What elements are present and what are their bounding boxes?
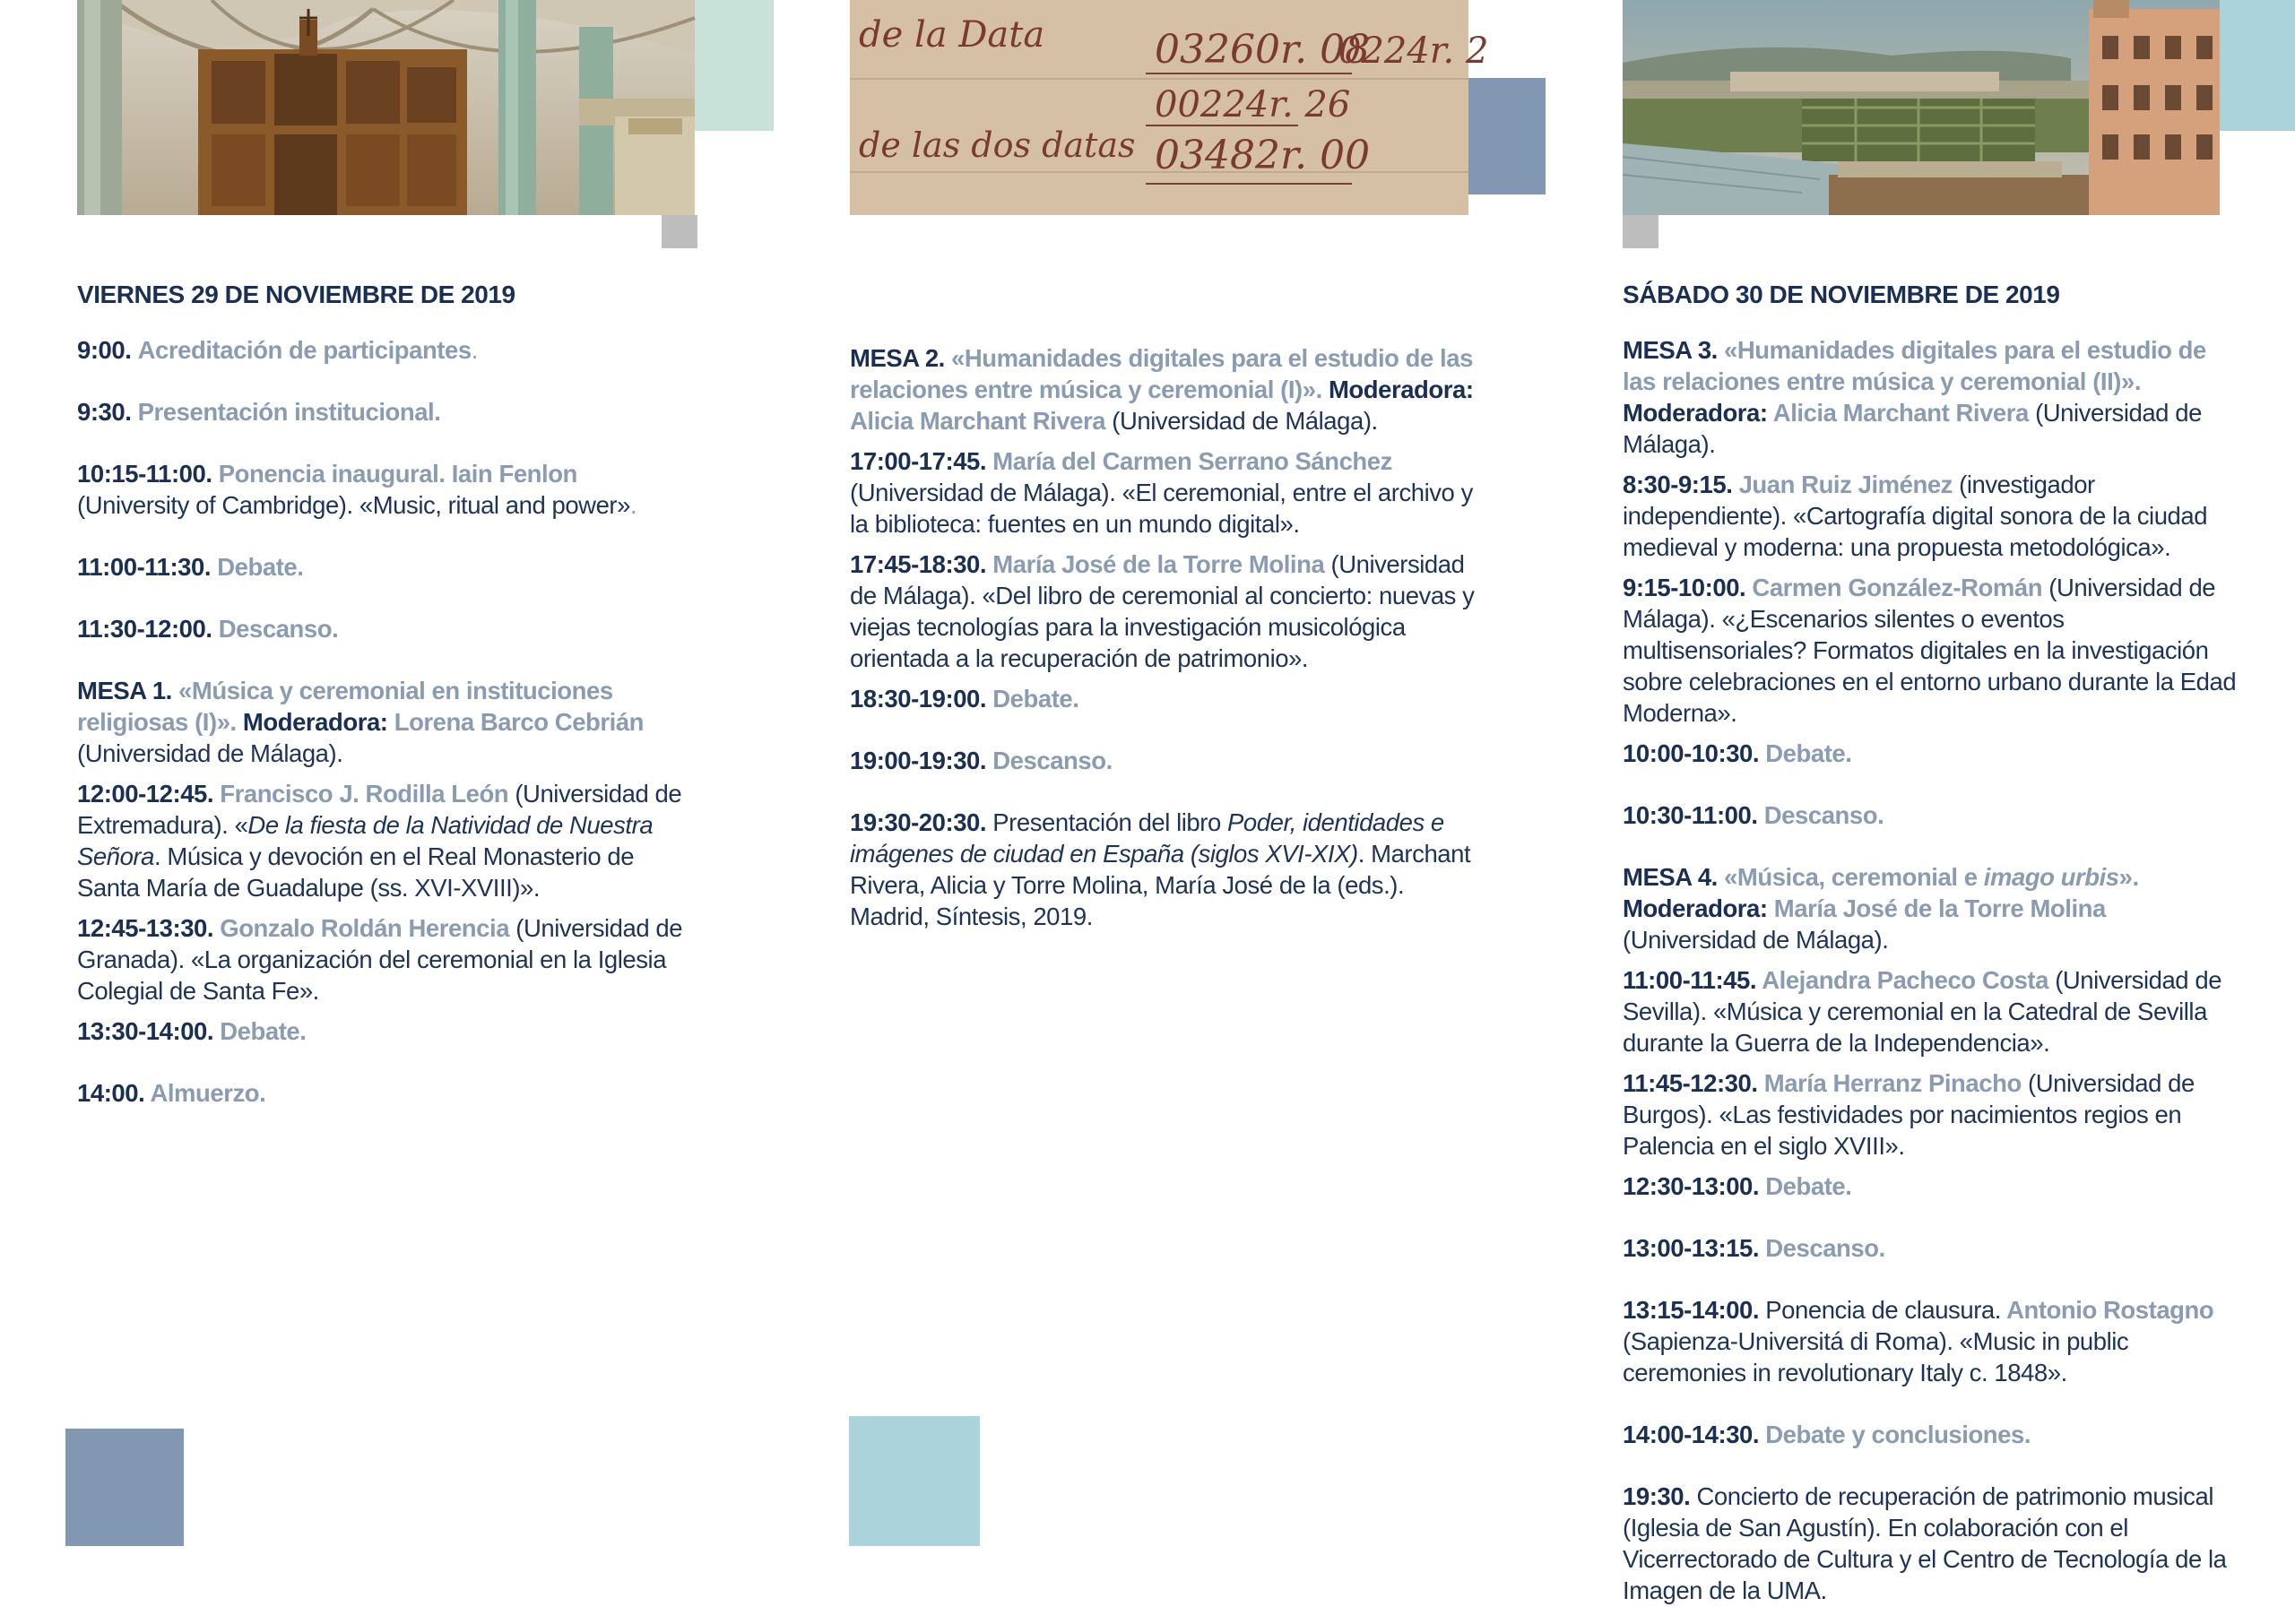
entry-text: Presentación del libro [986,808,1228,836]
schedule-entry [850,683,1477,714]
entry-text: (Universidad de Sevilla). «Música y ceremonial en la Catedral de Sevilla durante la Guerra de la Independencia». [1623,966,2222,1057]
session-title-italic: imago urbis [1983,863,2119,891]
entry-title: Debate y conclusiones. [1759,1421,2031,1448]
entry-time: 19:00-19:30. [850,747,987,774]
entry-time: 9:30. [77,398,132,426]
schedule-entry [77,912,696,1006]
entry-time: 9:15-10:00. [1623,574,1746,601]
entry-title: Acreditación de participantes [137,336,472,364]
entry-text: Concierto de recuperación de patrimonio musical (Iglesia de San Agustín). En colaboración con el Vicerrectorado de Cultura y el Centro de Tecnología de la Imagen de la UMA. [1623,1482,2227,1604]
day-heading: SÁBADO 30 DE NOVIEMBRE DE 2019 [1623,281,2060,308]
entry-text: (investigador independiente). «Cartografía digital sonora de la ciudad medieval y moderna: una propuesta metodológica». [1623,471,2208,561]
entry-title: Almuerzo. [144,1079,266,1107]
entry-time: 12:45-13:30. [77,914,214,942]
speaker-name: Gonzalo Roldán Herencia [213,914,510,942]
decor-square-blue [65,1429,184,1546]
manuscript-text: de las dos datas [859,125,1136,165]
entry-time: 14:00. [77,1079,145,1107]
entry-time: 13:30-14:00. [77,1017,214,1045]
schedule-entry [1623,1294,2241,1388]
schedule-entry [1623,964,2241,1058]
speaker-name: Francisco J. Rodilla León [213,780,509,808]
manuscript-text: 03260r. 08 [1155,27,1371,73]
entry-punct: . [471,336,478,364]
schedule-entry [1623,1170,2241,1202]
schedule-entry [850,549,1477,674]
entry-time: 10:30-11:00. [1623,801,1758,829]
book-title-italic: Poder, identidades e imágenes de ciudad en España (siglos XVI-XIX) [850,808,1444,868]
schedule-entry [1623,738,2241,769]
entry-text: . Música y devoción en el Real Monasterio de Santa María de Guadalupe (ss. XVI-XVIII)». [77,842,635,902]
schedule-column-friday [77,279,696,1109]
speaker-name: Carmen González-Román [1745,574,2043,601]
entry-title: Descanso. [218,615,339,643]
session-heading [1623,861,2241,955]
entry-time: 10:00-10:30. [1623,739,1760,767]
session-title: «Música, ceremonial e [1717,863,1984,891]
session-label: MESA 2. [850,344,945,372]
schedule-entry [850,807,1477,932]
entry-title: Descanso. [986,747,1113,774]
cloister-painting [77,0,695,215]
entry-title: Presentación institucional. [137,398,441,426]
entry-text: (University of Cambridge). «Music, ritual and power» [77,491,630,519]
schedule-entry [1623,469,2241,563]
moderator-label: Moderadora: [236,708,388,736]
speaker-name: María José de la Torre Molina [986,550,1325,578]
decor-square-blue [1468,78,1546,194]
entry-title: Descanso. [1759,1234,1885,1262]
manuscript-text: 00224r. 26 [1155,84,1351,125]
schedule-entry [1623,1232,2241,1264]
schedule-entry [1623,1419,2241,1450]
entry-time: 11:00-11:45. [1623,966,1757,994]
entry-time: 12:00-12:45. [77,780,214,808]
moderator-institution: (Universidad de Málaga). [77,739,343,767]
entry-time: 18:30-19:00. [850,685,987,713]
schedule-entry [77,613,696,644]
entry-time: 11:45-12:30. [1623,1069,1758,1097]
entry-text: (Sapienza-Universitá di Roma). «Music in public ceremonies in revolutionary Italy c. 1848». [1623,1327,2129,1386]
moderator-name: María José de la Torre Molina [1767,894,2106,922]
moderator-institution: (Universidad de Málaga). [1105,407,1378,435]
entry-title: Debate. [986,685,1079,713]
schedule-entry [1623,1067,2241,1162]
moderator-label: Moderadora: [1321,376,1474,403]
entry-time: 8:30-9:15. [1623,471,1733,498]
decor-square-teal [2220,0,2295,131]
speaker-name: Alejandra Pacheco Costa [1756,966,2048,994]
entry-time: 9:00. [77,336,132,364]
speaker-name: María Herranz Pinacho [1757,1069,2022,1097]
session-label: MESA 1. [77,677,172,704]
entry-time: 10:15-11:00. [77,460,212,488]
entry-text: Ponencia de clausura. [1759,1296,2001,1324]
schedule-entry [77,396,696,428]
schedule-entry [1623,799,2241,831]
city-garden-painting [1623,0,2220,215]
entry-time: 13:00-13:15. [1623,1234,1760,1262]
schedule-entry [77,1077,696,1109]
cloister-painting-image [77,0,695,215]
entry-time: 17:45-18:30. [850,550,987,578]
schedule-column-friday-afternoon [850,342,1477,932]
session-label: MESA 3. [1623,336,1718,364]
moderator-institution: (Universidad de Málaga). [1623,926,1889,954]
speaker-name: Antonio Rostagno [2000,1296,2214,1324]
schedule-entry [77,1015,696,1047]
entry-time: 11:30-12:00. [77,615,212,643]
moderator-label: Moderadora: [1623,894,1768,922]
schedule-entry [77,551,696,583]
session-title: ». [2118,863,2139,891]
decor-square-gray [662,215,697,248]
entry-time: 11:00-11:30. [77,553,212,581]
schedule-entry [77,778,696,903]
entry-punct: . [629,491,637,519]
manuscript-text: 03482r. 00 [1155,133,1371,178]
session-heading [1623,334,2241,460]
entry-time: 17:00-17:45. [850,447,987,475]
entry-text: . Marchant Rivera, Alicia y Torre Molina, María José de la (eds.). Madrid, Síntesis, 2019. [850,840,1471,930]
entry-text: (Universidad de Burgos). «Las festividades por nacimientos regios en Palencia en el siglo XVIII». [1623,1069,2195,1160]
session-title: «Humanidades digitales para el estudio de las relaciones entre música y ceremonial (II)». [1623,336,2206,395]
decor-square-mint [695,0,774,131]
manuscript [850,0,1489,215]
schedule-entry [850,745,1477,776]
entry-title-italic: De la fiesta de la Natividad de Nuestra Señora [77,811,654,870]
schedule-entry [1623,1481,2241,1606]
entry-text: (Universidad de Málaga). «¿Escenarios silentes o eventos multisensoriales? Formatos digitales en la investigación sobre celebraciones en el entorno urbano durante la Edad Moderna». [1623,574,2237,727]
session-title: «Humanidades digitales para el estudio de las relaciones entre música y ceremonial (I)». [850,344,1473,403]
decor-square-teal [849,1416,980,1546]
moderator-institution: (Universidad de Málaga). [1623,399,2202,458]
entry-title: Debate. [1759,739,1852,767]
moderator-name: Alicia Marchant Rivera [850,407,1106,435]
schedule-entry [77,458,696,521]
entry-title: Debate. [213,1017,307,1045]
entry-title: Descanso. [1757,801,1884,829]
manuscript-text: 0224r. 2 [1338,30,1489,72]
session-heading [77,675,696,769]
day-heading: VIERNES 29 DE NOVIEMBRE DE 2019 [77,281,515,308]
schedule-column-saturday [1623,279,2241,1606]
entry-time: 19:30-20:30. [850,808,987,836]
entry-time: 12:30-13:00. [1623,1172,1760,1200]
session-label: MESA 4. [1623,863,1718,891]
moderator-name: Lorena Barco Cebrián [387,708,645,736]
speaker-name: María del Carmen Serrano Sánchez [986,447,1392,475]
entry-text: (Universidad de Granada). «La organización del ceremonial en la Iglesia Colegial de Santa Fe». [77,914,683,1005]
manuscript-text: de la Data [859,14,1045,56]
session-title: «Música y ceremonial en instituciones religiosas (I)». [77,677,613,736]
entry-title: Debate. [217,553,304,581]
entry-text: (Universidad de Málaga). «Del libro de ceremonial al concierto: nuevas y viejas tecnologías para la investigación musicológica orientada a la recuperación de patrimonio». [850,550,1475,672]
schedule-entry [1623,572,2241,729]
city-garden-painting-image [1623,0,2220,215]
session-heading [850,342,1477,436]
entry-text: (Universidad de Málaga). «El ceremonial, entre el archivo y la biblioteca: fuentes en un mundo digital». [850,479,1473,538]
schedule-entry [77,334,696,366]
entry-title: Ponencia inaugural. Iain Fenlon [218,460,577,488]
schedule-entry [850,445,1477,540]
moderator-name: Alicia Marchant Rivera [1767,399,2029,427]
entry-title: Debate. [1759,1172,1852,1200]
manuscript-image [850,0,1489,215]
moderator-label: Moderadora: [1623,399,1768,427]
entry-time: 14:00-14:30. [1623,1421,1760,1448]
entry-time: 19:30. [1623,1482,1691,1510]
speaker-name: Juan Ruiz Jiménez [1732,471,1953,498]
decor-square-gray [1623,215,1658,248]
entry-text: (Universidad de Extremadura). « [77,780,682,839]
entry-time: 13:15-14:00. [1623,1296,1760,1324]
